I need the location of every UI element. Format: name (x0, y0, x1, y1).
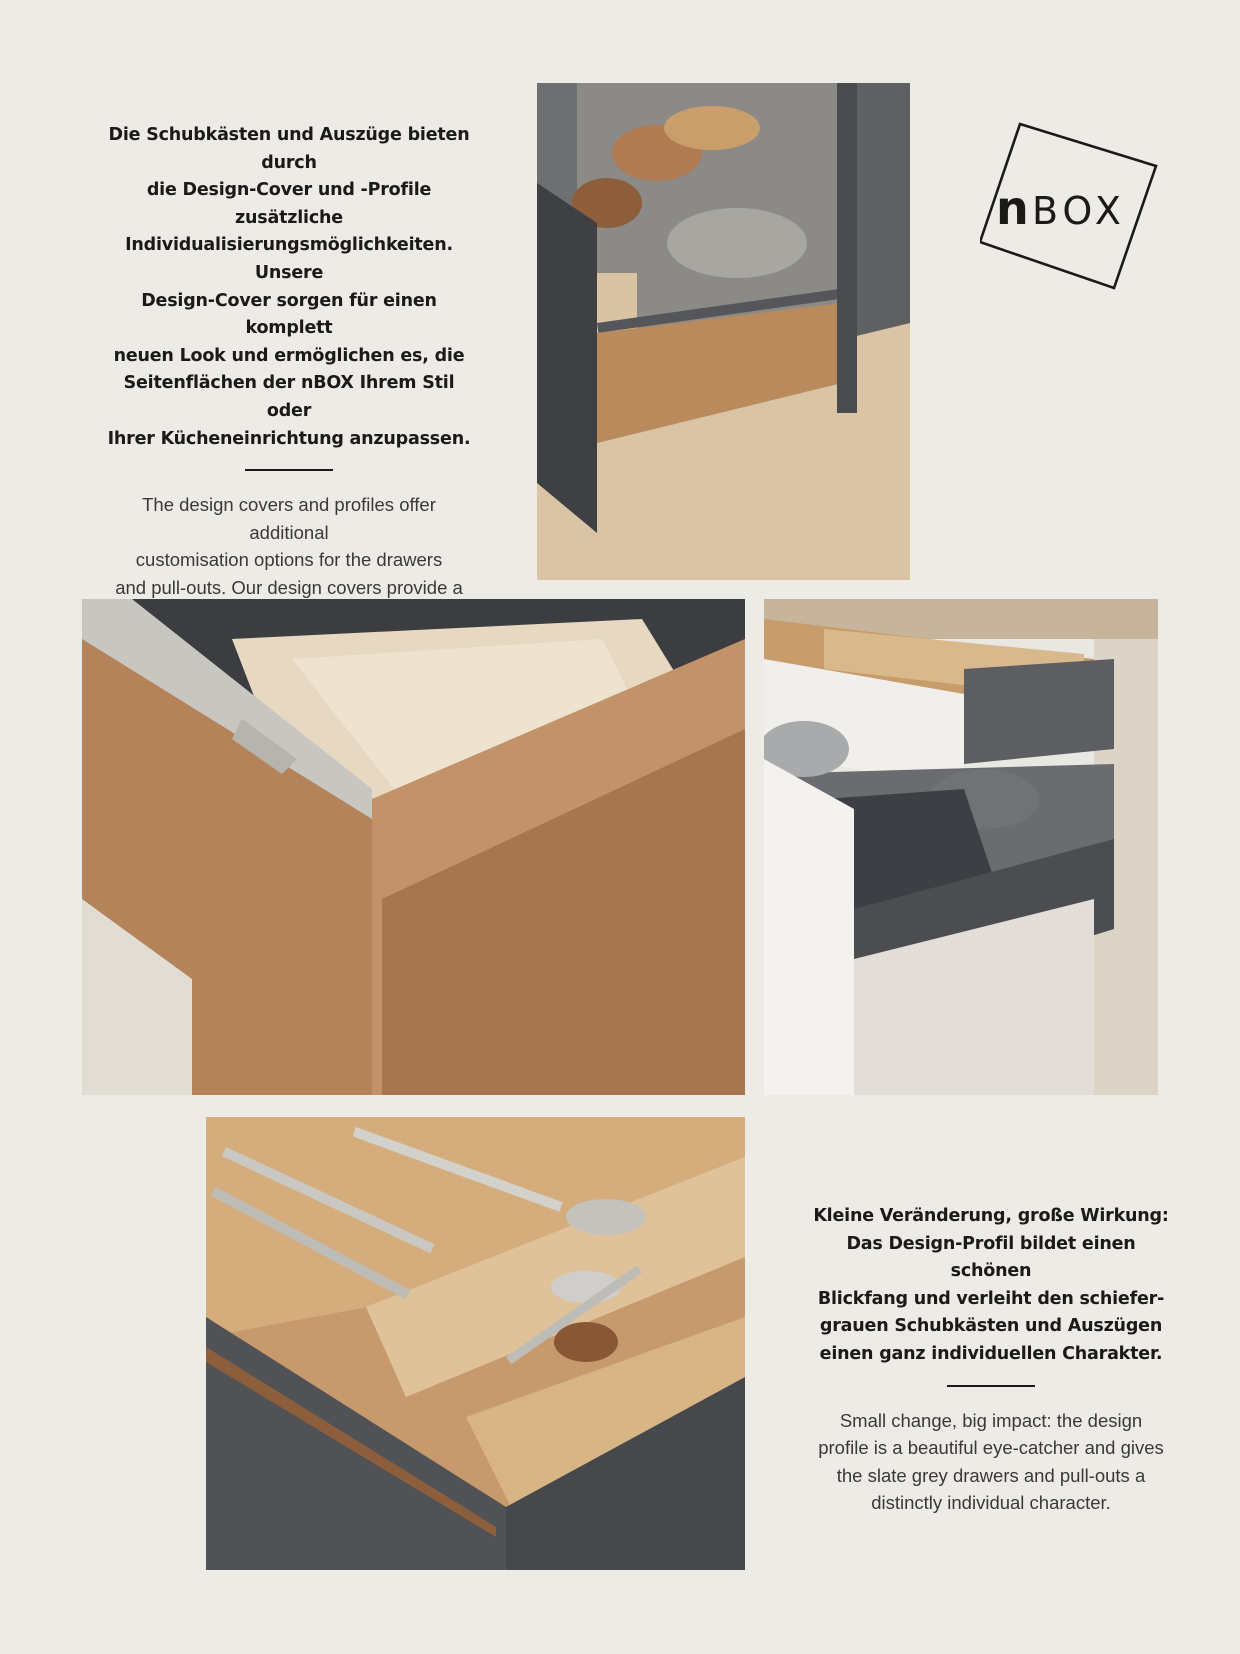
profile-text-german: Kleine Veränderung, große Wirkung: Das Design-Profil bildet einen schönen Blickfang und verleiht den schiefer- grauen Schubkästen und Auszügen einen ganz individuellen Charakter. (813, 1206, 1169, 1364)
logo-word: BOX (1032, 189, 1126, 233)
intro-text-english: The design covers and profiles offer additional customisation options for the drawers and pull-outs. Our design covers provide a (115, 494, 463, 598)
drawer-with-baskets-photo (537, 83, 910, 580)
kitchen-drawers-with-dishes-photo (764, 599, 1158, 1095)
profile-text-block (812, 1203, 1170, 1517)
divider-rule (245, 469, 333, 471)
divider-rule-bottom (947, 1385, 1035, 1387)
intro-text-german: Die Schubkästen und Auszüge bieten durch die Design-Cover und -Profile zusätzliche Individualisierungsmöglichkeiten. Unsere Design-Cover sorgen für einen komplett neuen Look und ermöglichen es, die Seitenflächen der nBOX Ihrem Stil oder Ihrer Kücheneinrichtung anzupassen. (107, 125, 471, 449)
logo-mark: n (996, 181, 1029, 235)
profile-text-english: Small change, big impact: the design profile is a beautiful eye-catcher and gives the slate grey drawers and pull-outs a distinctly individual character. (818, 1409, 1164, 1514)
drawer-with-linen-photo (82, 599, 745, 1095)
cutlery-drawer-photo (206, 1117, 745, 1570)
nbox-logo (980, 118, 1160, 298)
